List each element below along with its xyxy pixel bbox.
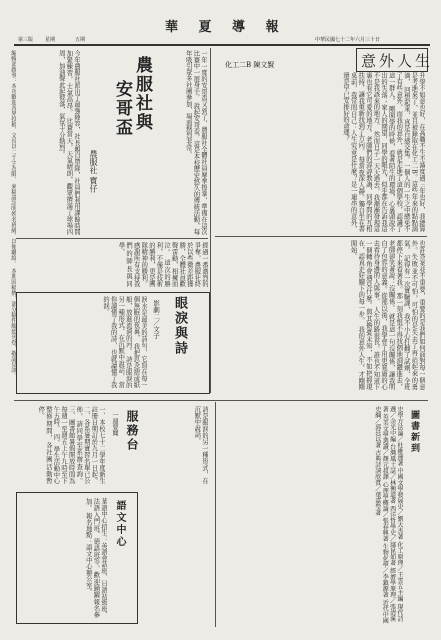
notice-line: 本期因稿擠，部分稿件順延刊登，敬請見諒。 [10,268,16,378]
masthead-issue: 五期 [75,37,86,43]
poem-col-1: 我把思念摺成紙船，放進流淌的河。 [124,296,140,388]
poem-body [22,296,147,388]
list-item: 西洋哲學史／鄔昆如著 [388,505,396,566]
side-article-body-left [18,50,80,235]
main-title-box [356,48,434,72]
side-article-byline: 農服社 寶仔 [89,150,98,193]
list-item: 心理學概論／張春興著 [381,481,389,542]
mid-divider [14,400,428,401]
poem-cont-col: 詩是眼淚的另一種形式，在沉默中說話， [193,406,208,484]
recruit-col-1: 法語入門班、德語班等，歡迎踴躍報名參加。 [84,498,100,618]
side-article-title-1: 農服社與 [132,56,152,132]
main-col-3: 然而日子一天天過去，我漸漸發現這裏也有它可愛的地方。老師們的諄諄教誨，同學間的互相扶持，讓我重新找到了方向。 [357,72,380,232]
bottom-list-body [145,406,403,624]
masthead-edition: 第三版 [18,37,34,43]
list-item: 中國文學發展史／劉大杰著 [396,467,403,540]
editorial-notice [6,50,16,390]
main-col-9: 我的意外人生，才剛剛開始。 [349,240,365,390]
poem-col-0: 淚水是最美的詩句，它寫在每一個無眠的夜裏， [132,296,147,388]
masthead-weekday: 星期 [45,37,56,43]
side-col-1: 說起安哥盃，這是本校歷史悠久的傳統活動，每年吸引眾多社團參加，場面熱烈非常。 [184,50,200,235]
main-col-7: 就是這一句沒關係，讓我明白了包容的意義。從那以後，我學會了用更寬廣的心去看待身邊的人與事。 [372,240,395,390]
recruit-col-0: 華語中心招生：英語會話班、日語初級班、 [100,498,107,618]
main-col-0: 升學不如意也好，在高職不生不滅度過三年也好，我總算是考進來了，並且被錄取在化工二B。這些年來的點點滴滴， [402,72,425,232]
service-col-2: 三、圖書館暑假開放時間為每週一至週五上午九時至下午五時。 [52,406,75,484]
side-col-2: 今年農服社派出了最強陣容，社長親自帶隊，社員們利用課餘時間加緊練習，士氣高昂。 [65,50,80,235]
masthead-date: 中華民國七十二年六月三十日 [315,37,381,43]
side-col-5: 這次的勝利，不僅是技術的勝利，更是團隊精神的勝利。感謝所有支持我們的師長與同學。 [117,242,171,287]
main-article-title: 意外人生 [361,52,434,70]
main-col-2: 剛開學的時候，看著陌生的環境，心裏頭說不出的失落；家人的期望，同學的眼光，似乎都在告訴我這不是我該來的地方。 [372,72,395,232]
side-article-body-bottom [18,242,208,287]
main-col-1: 回想起來，真是百感交集。一個人的一生之中總免不了有些意外，而我的意外，就是走進了這個學校，認識了這一群人。 [387,72,410,232]
list-item: 台灣風土誌／林衡道著 [388,443,396,504]
poem-title: 眼淚與詩 [172,296,187,356]
list-item: 近代中國史綱／郭廷以著 [373,406,389,624]
side-article-body-right [152,50,207,235]
list-item: 現代詩選／余光中編 [388,406,403,622]
list-item: 史學方法論／杜維運著 [396,406,403,466]
list-item: 經濟學原理／張清溪著 [381,406,396,622]
main-article-byline: 化工二B 陳文賢 [225,61,275,69]
list-item: 化工原理／王雲五主編 [396,541,403,602]
main-col-8: 人生的路很長，誰也不知道下一個轉角會遇見什麼。與其擔憂未知，不如把握現在，認真走好腳下的每一步。 [357,240,380,390]
main-divider [215,236,427,237]
notice-line: 來稿請註明姓名班級，以便聯絡。 [10,183,16,267]
side-divider [16,238,208,239]
list-item: 生物化學／李鎮源著 [381,543,389,598]
service-title: 服務台 [125,410,139,452]
bottom-list-heading: 圖書新到 [409,410,419,454]
side-article-title-2: 安哥盃 [112,80,132,137]
side-col-0: 一年一度的安哥盃又到了，農服社全體社員摩拳擦掌，準備在這次比賽中一展身手。 [192,50,207,235]
service-subtitle: 一週要聞 [111,412,118,436]
center-divider [210,48,211,393]
masthead-title: 華 夏 導 報 [165,20,287,35]
recruit-body [22,498,107,618]
poem-col-2: 詩是眼淚的另一種形式，在沉默中說話， [117,296,132,388]
main-article-body-upper [215,72,425,232]
main-col-6: 記得有一次實驗課，我不小心打翻了試劑，全班都停下來看著我。那一刻我恨不得找個地洞鑽進去，老師卻笑著說：沒關係。 [387,240,410,390]
header-rule [14,44,430,46]
notice-line: 編輯部啟事：本刊歡迎各界投稿，文長以二千字為限， [10,50,16,182]
list-item: 古典詩詞欣賞／葉嘉瑩著 [373,449,381,516]
service-col-1: 二、各系暑期實習名單已公佈，請同學至系辦查詢。 [75,406,90,484]
side-col-4: 經過一番激烈的爭奪，農服社終於以些微差距獲勝，全體社員歡聲雷動，相擁而泣。 [163,242,208,287]
poem-col-3: 當你讀懂了我的詩，也就讀懂了我的淚。 [102,296,125,388]
recruit-title: 語文中心 [114,500,125,548]
list-item: 英美文學選讀／顏元叔譯 [381,413,389,480]
service-body [20,406,105,484]
main-col-4: 每當夜深人靜，獨自坐在書桌前，我常問自己：人生究竟是什麼？是一連串的意外，還是早已安排好的命運？ [342,72,365,232]
side-col-3: 比賽當天，天氣晴朗，觀眾擠滿了球場四周，加油聲此起彼落，氣氛十分熱烈。 [57,50,73,235]
service-col-0: 一、本校七十二學年度新生註冊日期訂於九月一日起。 [90,406,105,484]
main-col-5: 也許答案並不重要，重要的是我們如何面對每一個意外。失敗並不可怕，可怕的是失去了再站起來的勇氣。 [402,240,425,390]
recruit-col-2: 報名地點：語文中心辦公室。 [84,512,92,595]
service-col-3: 四、學生活動中心整修期間，各社團活動暫停。 [37,406,60,484]
poem-byline: 影劇二／文子 [152,300,160,339]
main-article-body-lower [215,240,425,390]
